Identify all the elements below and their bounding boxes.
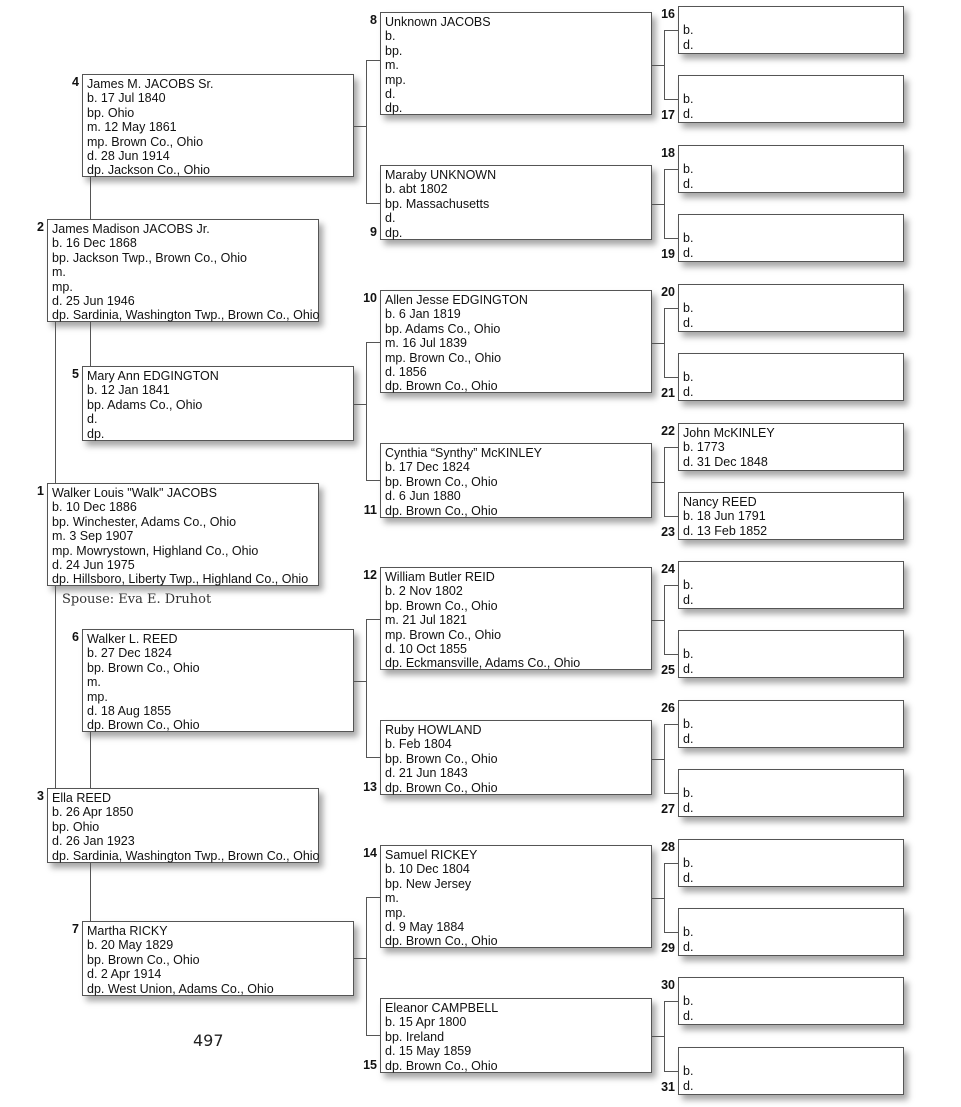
connector-line xyxy=(366,60,367,203)
person-box[interactable] xyxy=(380,165,652,240)
connector-line xyxy=(366,897,380,898)
person-detail: bp. Brown Co., Ohio xyxy=(87,952,200,967)
connector-line xyxy=(366,757,380,758)
person-box[interactable] xyxy=(380,845,652,948)
person-detail: mp. Brown Co., Ohio xyxy=(385,627,502,642)
ahnentafel-number: 25 xyxy=(661,663,675,677)
connector-line xyxy=(664,1071,678,1072)
person-name xyxy=(683,772,899,786)
person-detail: d. 26 Jan 1923 xyxy=(52,834,135,849)
person-detail: dp. xyxy=(87,426,105,441)
person-detail: dp. Brown Co., Ohio xyxy=(385,934,498,949)
person-detail: bp. New Jersey xyxy=(385,876,472,891)
person-detail: d. 21 Jun 1843 xyxy=(385,766,468,781)
connector-line xyxy=(366,203,380,204)
person-detail: bp. Winchester, Adams Co., Ohio xyxy=(52,514,237,529)
person-detail: d. xyxy=(683,1008,694,1023)
ahnentafel-number: 13 xyxy=(363,780,377,794)
person-box[interactable] xyxy=(678,145,904,193)
connector-line xyxy=(90,177,91,219)
person-box[interactable] xyxy=(82,629,354,732)
person-detail: m. xyxy=(385,891,399,906)
connector-line xyxy=(664,724,678,725)
person-detail: dp. Brown Co., Ohio xyxy=(385,1058,498,1073)
person-detail: b. 6 Jan 1819 xyxy=(385,307,461,322)
person-name: Cynthia “Synthy” McKINLEY xyxy=(385,446,542,460)
person-detail: b. 18 Jun 1791 xyxy=(683,509,766,524)
connector-line xyxy=(664,238,678,239)
person-name xyxy=(683,9,899,23)
person-name: James Madison JACOBS Jr. xyxy=(52,222,210,236)
person-detail: bp. Brown Co., Ohio xyxy=(87,660,200,675)
person-box[interactable] xyxy=(380,443,652,518)
person-detail: d. 18 Aug 1855 xyxy=(87,704,172,719)
person-detail: m. xyxy=(87,675,101,690)
person-detail: b. xyxy=(683,301,694,316)
person-detail: b. 17 Jul 1840 xyxy=(87,91,166,106)
connector-line xyxy=(90,863,91,921)
person-name: James M. JACOBS Sr. xyxy=(87,77,214,91)
person-detail: d. xyxy=(683,731,694,746)
person-detail: d. 1856 xyxy=(385,365,427,380)
person-name: Ella REED xyxy=(52,791,112,805)
connector-line xyxy=(366,60,380,61)
person-name: Samuel RICKEY xyxy=(385,848,478,862)
ahnentafel-number: 21 xyxy=(661,386,675,400)
ahnentafel-number: 2 xyxy=(37,220,44,234)
connector-line xyxy=(652,1036,664,1037)
connector-line xyxy=(366,1035,380,1036)
person-detail: b. 10 Dec 1804 xyxy=(385,862,470,877)
person-detail: d. 24 Jun 1975 xyxy=(52,558,135,573)
person-detail: d. 10 Oct 1855 xyxy=(385,642,468,657)
person-box[interactable] xyxy=(678,492,904,540)
person-box[interactable] xyxy=(82,366,354,441)
person-detail: bp. Ohio xyxy=(52,819,100,834)
ahnentafel-number: 8 xyxy=(370,13,377,27)
ahnentafel-number: 9 xyxy=(370,225,377,239)
person-box[interactable] xyxy=(380,998,652,1073)
person-detail: dp. West Union, Adams Co., Ohio xyxy=(87,981,274,996)
person-detail: dp. Sardinia, Washington Twp., Brown Co., Ohio xyxy=(52,848,320,863)
person-detail: bp. Brown Co., Ohio xyxy=(385,598,498,613)
person-detail: mp. Mowrystown, Highland Co., Ohio xyxy=(52,543,259,558)
connector-line xyxy=(664,793,678,794)
person-detail: d. xyxy=(683,870,694,885)
person-name xyxy=(683,287,899,301)
person-detail: d. xyxy=(385,211,396,226)
person-detail: m. 12 May 1861 xyxy=(87,120,177,135)
ahnentafel-number: 7 xyxy=(72,922,79,936)
connector-line xyxy=(366,480,380,481)
connector-line xyxy=(652,620,664,621)
connector-line xyxy=(366,342,380,343)
person-detail: b. xyxy=(683,370,694,385)
person-detail: d. xyxy=(385,87,396,102)
person-name xyxy=(683,911,899,925)
connector-line xyxy=(664,516,678,517)
person-detail: dp. xyxy=(385,101,403,116)
connector-line xyxy=(652,898,664,899)
person-detail: bp. Brown Co., Ohio xyxy=(385,751,498,766)
connector-line xyxy=(354,681,366,682)
person-box[interactable] xyxy=(380,12,652,115)
person-detail: mp. xyxy=(87,689,108,704)
connector-line xyxy=(366,619,380,620)
person-detail: m. 3 Sep 1907 xyxy=(52,529,134,544)
person-name: John McKINLEY xyxy=(683,426,775,440)
person-detail: bp. Ireland xyxy=(385,1029,445,1044)
ahnentafel-number: 17 xyxy=(661,108,675,122)
person-detail: d. 28 Jun 1914 xyxy=(87,149,170,164)
person-detail: d. xyxy=(683,176,694,191)
person-detail: bp. xyxy=(385,43,403,58)
connector-line xyxy=(366,897,367,1035)
person-name: Ruby HOWLAND xyxy=(385,723,482,737)
person-name xyxy=(683,842,899,856)
person-detail: b. xyxy=(683,578,694,593)
ahnentafel-number: 24 xyxy=(661,562,675,576)
person-detail: b. 26 Apr 1850 xyxy=(52,805,134,820)
person-detail: d. 15 May 1859 xyxy=(385,1044,472,1059)
person-detail: dp. Brown Co., Ohio xyxy=(87,718,200,733)
ahnentafel-number: 12 xyxy=(363,568,377,582)
person-detail: d. xyxy=(683,661,694,676)
ahnentafel-number: 20 xyxy=(661,285,675,299)
person-detail: b. xyxy=(683,994,694,1009)
person-box[interactable] xyxy=(678,561,904,609)
person-box[interactable] xyxy=(380,567,652,670)
connector-line xyxy=(354,404,366,405)
connector-line xyxy=(664,308,665,377)
connector-line xyxy=(664,1001,678,1002)
person-detail: b. xyxy=(385,29,396,44)
person-detail: b. xyxy=(683,92,694,107)
person-detail: dp. Hillsboro, Liberty Twp., Highland Co., Ohio xyxy=(52,572,309,587)
person-detail: bp. Ohio xyxy=(87,105,135,120)
person-detail: b. xyxy=(683,231,694,246)
connector-line xyxy=(55,322,56,483)
connector-line xyxy=(652,204,664,205)
connector-line xyxy=(652,482,664,483)
person-box[interactable] xyxy=(82,921,354,996)
person-detail: b. xyxy=(683,786,694,801)
connector-line xyxy=(664,169,678,170)
ahnentafel-number: 1 xyxy=(37,484,44,498)
person-name xyxy=(683,78,899,92)
person-detail: mp. xyxy=(52,279,73,294)
ahnentafel-number: 29 xyxy=(661,941,675,955)
person-detail: b. 2 Nov 1802 xyxy=(385,584,463,599)
person-detail: d. xyxy=(683,800,694,815)
person-box[interactable] xyxy=(82,74,354,177)
page-number: 497 xyxy=(193,1031,224,1050)
ahnentafel-number: 18 xyxy=(661,146,675,160)
person-detail: m. xyxy=(385,58,399,73)
person-detail: bp. Jackson Twp., Brown Co., Ohio xyxy=(52,250,248,265)
connector-line xyxy=(664,863,665,932)
ahnentafel-number: 28 xyxy=(661,840,675,854)
person-detail: d. 9 May 1884 xyxy=(385,920,465,935)
connector-line xyxy=(664,932,678,933)
person-box[interactable] xyxy=(678,353,904,401)
person-name: William Butler REID xyxy=(385,570,495,584)
ahnentafel-number: 5 xyxy=(72,367,79,381)
person-detail: b. xyxy=(683,1064,694,1079)
person-box[interactable] xyxy=(678,214,904,262)
ahnentafel-number: 27 xyxy=(661,802,675,816)
person-box[interactable] xyxy=(678,839,904,887)
person-detail: b. Feb 1804 xyxy=(385,737,452,752)
connector-line xyxy=(664,863,678,864)
person-detail: d. 6 Jun 1880 xyxy=(385,489,461,504)
person-detail: bp. Adams Co., Ohio xyxy=(385,321,501,336)
connector-line xyxy=(664,447,665,516)
connector-line xyxy=(366,342,367,480)
person-detail: d. xyxy=(683,315,694,330)
person-detail: d. xyxy=(683,1078,694,1093)
connector-line xyxy=(664,308,678,309)
ahnentafel-number: 10 xyxy=(363,291,377,305)
person-name: Mary Ann EDGINGTON xyxy=(87,369,219,383)
person-detail: mp. Brown Co., Ohio xyxy=(87,134,204,149)
person-box[interactable] xyxy=(380,720,652,795)
person-detail: d. 2 Apr 1914 xyxy=(87,967,162,982)
person-name: Walker L. REED xyxy=(87,632,178,646)
person-detail: d. 31 Dec 1848 xyxy=(683,454,768,469)
person-detail: dp. Brown Co., Ohio xyxy=(385,379,498,394)
person-name xyxy=(683,356,899,370)
connector-line xyxy=(652,343,664,344)
connector-line xyxy=(90,732,91,788)
connector-line xyxy=(664,377,678,378)
person-box[interactable] xyxy=(380,290,652,393)
person-box[interactable] xyxy=(47,788,319,863)
ahnentafel-number: 6 xyxy=(72,630,79,644)
connector-line xyxy=(652,759,664,760)
person-detail: b. xyxy=(683,162,694,177)
connector-line xyxy=(664,99,678,100)
person-detail: d. xyxy=(87,412,98,427)
person-box[interactable] xyxy=(47,219,319,322)
connector-line xyxy=(664,724,665,793)
person-name: Maraby UNKNOWN xyxy=(385,168,497,182)
person-detail: d. 13 Feb 1852 xyxy=(683,523,768,538)
ahnentafel-number: 15 xyxy=(363,1058,377,1072)
ahnentafel-number: 30 xyxy=(661,978,675,992)
ahnentafel-number: 23 xyxy=(661,525,675,539)
person-detail: b. 17 Dec 1824 xyxy=(385,460,470,475)
person-detail: b. xyxy=(683,23,694,38)
person-detail: b. xyxy=(683,717,694,732)
person-box[interactable] xyxy=(678,908,904,956)
person-detail: b. xyxy=(683,647,694,662)
person-detail: dp. Sardinia, Washington Twp., Brown Co., Ohio xyxy=(52,308,320,323)
person-name: Unknown JACOBS xyxy=(385,15,491,29)
person-detail: d. xyxy=(683,384,694,399)
ahnentafel-number: 19 xyxy=(661,247,675,261)
connector-line xyxy=(652,65,664,66)
connector-line xyxy=(664,585,665,654)
person-detail: b. xyxy=(683,856,694,871)
connector-line xyxy=(354,126,366,127)
person-detail: b. 15 Apr 1800 xyxy=(385,1015,467,1030)
person-box[interactable] xyxy=(678,6,904,54)
person-name xyxy=(683,1050,899,1064)
ahnentafel-number: 4 xyxy=(72,75,79,89)
connector-line xyxy=(664,585,678,586)
person-detail: dp. Jackson Co., Ohio xyxy=(87,163,210,178)
person-box[interactable] xyxy=(678,977,904,1025)
person-detail: mp. xyxy=(385,905,406,920)
person-detail: b. xyxy=(683,925,694,940)
person-name xyxy=(683,564,899,578)
person-detail: dp. Eckmansville, Adams Co., Ohio xyxy=(385,656,581,671)
person-detail: dp. Brown Co., Ohio xyxy=(385,503,498,518)
person-detail: dp. Brown Co., Ohio xyxy=(385,780,498,795)
person-detail: b. 1773 xyxy=(683,440,725,455)
connector-line xyxy=(664,30,678,31)
ahnentafel-number: 11 xyxy=(363,503,377,517)
connector-line xyxy=(354,958,366,959)
person-detail: bp. Brown Co., Ohio xyxy=(385,474,498,489)
person-detail: d. xyxy=(683,245,694,260)
person-name xyxy=(683,980,899,994)
person-detail: bp. Adams Co., Ohio xyxy=(87,397,203,412)
person-box[interactable] xyxy=(47,483,319,586)
spouse-note: Spouse: Eva E. Druhot xyxy=(62,592,212,607)
person-detail: b. 27 Dec 1824 xyxy=(87,646,172,661)
connector-line xyxy=(366,619,367,757)
ahnentafel-number: 31 xyxy=(661,1080,675,1094)
connector-line xyxy=(90,322,91,366)
person-detail: dp. xyxy=(385,225,403,240)
person-name: Martha RICKY xyxy=(87,924,168,938)
person-detail: b. 10 Dec 1886 xyxy=(52,500,137,515)
connector-line xyxy=(664,30,665,99)
ahnentafel-number: 22 xyxy=(661,424,675,438)
connector-line xyxy=(664,654,678,655)
person-box[interactable] xyxy=(678,769,904,817)
connector-line xyxy=(664,169,665,238)
ahnentafel-number: 14 xyxy=(363,846,377,860)
person-detail: m. xyxy=(52,265,66,280)
person-box[interactable] xyxy=(678,423,904,471)
person-name xyxy=(683,633,899,647)
person-detail: mp. Brown Co., Ohio xyxy=(385,350,502,365)
person-name xyxy=(683,217,899,231)
person-detail: mp. xyxy=(385,72,406,87)
person-detail: d. xyxy=(683,939,694,954)
person-detail: b. 16 Dec 1868 xyxy=(52,236,137,251)
person-detail: b. abt 1802 xyxy=(385,182,448,197)
person-detail: d. xyxy=(683,37,694,52)
person-name: Allen Jesse EDGINGTON xyxy=(385,293,528,307)
person-detail: d. 25 Jun 1946 xyxy=(52,294,135,309)
ahnentafel-number: 3 xyxy=(37,789,44,803)
person-detail: m. 16 Jul 1839 xyxy=(385,336,467,351)
person-box[interactable] xyxy=(678,284,904,332)
person-detail: b. 12 Jan 1841 xyxy=(87,383,170,398)
ahnentafel-number: 16 xyxy=(661,7,675,21)
person-box[interactable] xyxy=(678,1047,904,1095)
person-detail: b. 20 May 1829 xyxy=(87,938,174,953)
person-name xyxy=(683,703,899,717)
person-detail: bp. Massachusetts xyxy=(385,196,490,211)
person-detail: d. xyxy=(683,106,694,121)
person-box[interactable] xyxy=(678,630,904,678)
connector-line xyxy=(55,586,56,788)
person-box[interactable] xyxy=(678,75,904,123)
person-name xyxy=(683,148,899,162)
person-box[interactable] xyxy=(678,700,904,748)
connector-line xyxy=(664,447,678,448)
person-detail: d. xyxy=(683,592,694,607)
person-name: Walker Louis "Walk" JACOBS xyxy=(52,486,217,500)
person-name: Nancy REED xyxy=(683,495,757,509)
person-detail: m. 21 Jul 1821 xyxy=(385,613,467,628)
ahnentafel-number: 26 xyxy=(661,701,675,715)
connector-line xyxy=(664,1001,665,1071)
person-name: Eleanor CAMPBELL xyxy=(385,1001,499,1015)
